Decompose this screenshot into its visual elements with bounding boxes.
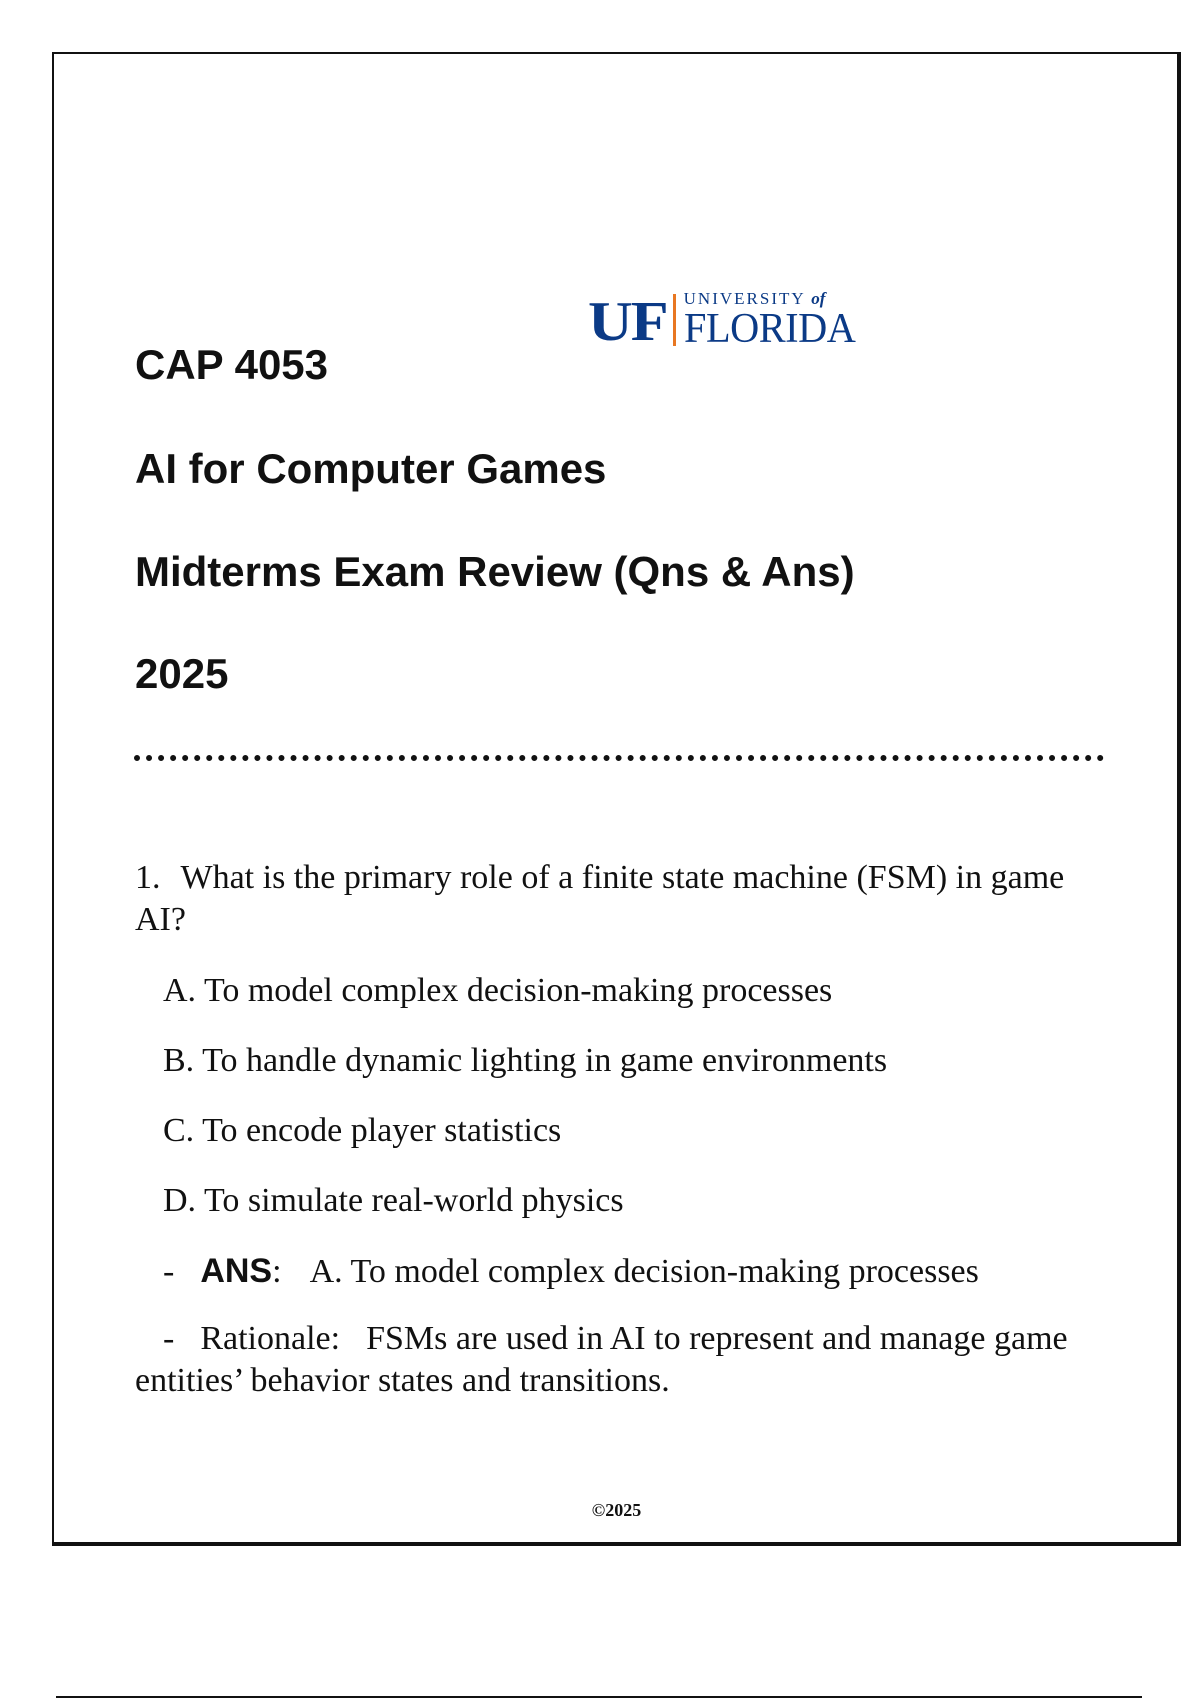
- logo-divider: [673, 294, 676, 346]
- document-title: Midterms Exam Review (Qns & Ans): [135, 548, 855, 595]
- copyright-notice: ©2025: [591, 1500, 642, 1520]
- option-a: A. To model complex decision-making processes: [163, 972, 833, 1009]
- rationale-label: Rationale:: [200, 1320, 341, 1357]
- answer-text: A. To model complex decision-making processes: [309, 1253, 979, 1290]
- bottom-rule: [56, 1696, 1142, 1698]
- answer-label: ANS: [200, 1252, 273, 1290]
- rationale-dash: -: [163, 1320, 175, 1357]
- logo-wordmark: [684, 290, 863, 350]
- rationale-paragraph: [135, 1318, 1095, 1402]
- logo-university-word: UNIVERSITY: [683, 289, 806, 308]
- rationale-text: FSMs are used in AI to represent and manage game entities’ behavior states and transitions.: [135, 1320, 1068, 1399]
- option-d: D. To simulate real-world physics: [163, 1182, 624, 1219]
- answer-colon: :: [272, 1253, 282, 1290]
- course-title: AI for Computer Games: [135, 445, 607, 492]
- course-code: CAP 4053: [135, 341, 329, 388]
- logo-uf-monogram: UF: [588, 291, 667, 353]
- option-b: B. To handle dynamic lighting in game environments: [163, 1042, 888, 1079]
- option-c: C. To encode player statistics: [163, 1112, 562, 1149]
- logo-florida-text: FLORIDA: [683, 306, 856, 352]
- university-logo: [588, 286, 862, 353]
- answer-dash: -: [163, 1253, 175, 1290]
- question-text: [135, 857, 1085, 941]
- dotted-divider: [134, 755, 1104, 761]
- question-number: 1.: [135, 859, 161, 896]
- document-year: 2025: [135, 650, 229, 697]
- question-body: What is the primary role of a finite state machine (FSM) in game AI?: [135, 859, 1065, 938]
- logo-of-word: of: [811, 289, 826, 308]
- answer-line: [163, 1250, 979, 1293]
